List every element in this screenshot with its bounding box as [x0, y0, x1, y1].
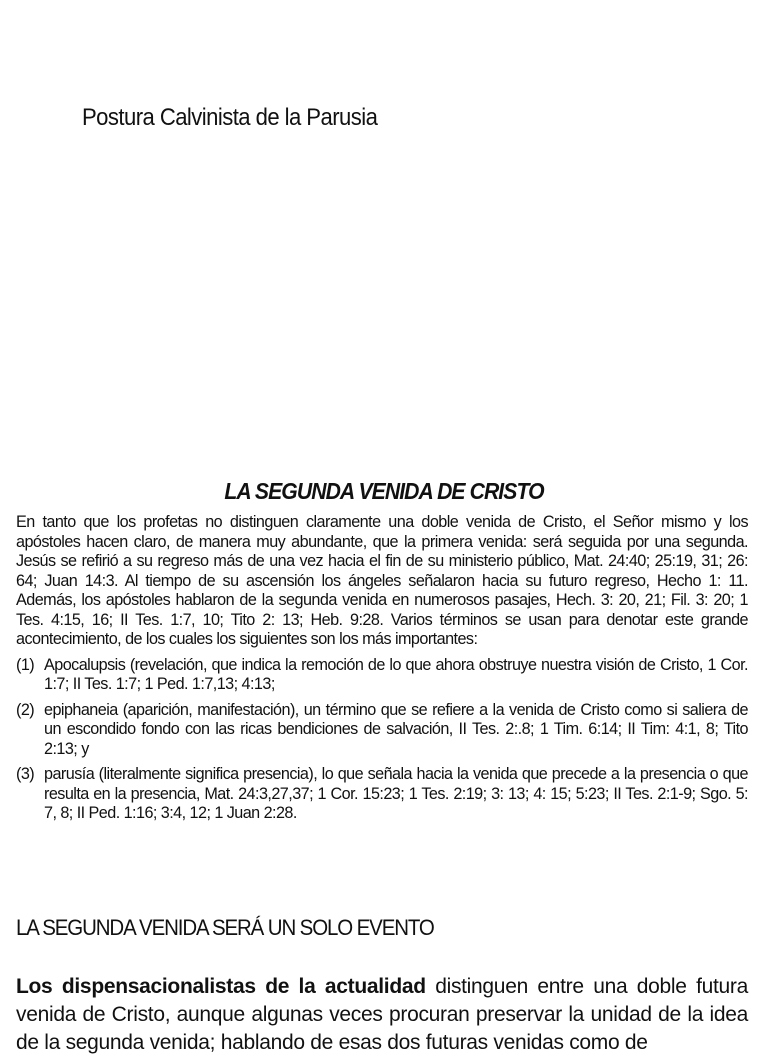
final-paragraph-text: distinguen entre una doble futura venida de Cristo, aunque algunas veces procuran preservar la unidad de la idea de la segunda venida; hablando de esas dos futuras venidas como de: [16, 975, 748, 1054]
list-item: [16, 765, 748, 824]
document-title: Postura Calvinista de la Parusia: [82, 104, 378, 131]
section-heading: LA SEGUNDA VENIDA DE CRISTO: [224, 478, 544, 504]
list-item-number: (1): [16, 655, 35, 674]
intro-paragraph: En tanto que los profetas no distinguen claramente una doble venida de Cristo, el Señor mismo y los apóstoles hacen claro, de manera muy abundante, que la primera venida: será seguida por una segunda. Jesús se refirió a su regreso más de una vez hacia el fin de su ministerio público, Mat. 24:40; 25:19, 31; 26: 64; Juan 14:3. Al tiempo de su ascensión los ángeles señalaron hacia su futuro regreso, Hecho 1: 11. Además, los apóstoles hablaron de la segunda venida en numerosos pasajes, Hech. 3: 20, 21; Fil. 3: 20; 1 Tes. 4:15, 16; II Tes. 1:7, 10; Tito 2: 13; Heb. 9:28. Varios términos se usan para denotar este grande acontecimiento, de los cuales los siguientes son los más importantes:: [16, 513, 748, 648]
final-paragraph: [16, 973, 748, 1057]
list-item-text: epiphaneia (aparición, manifestación), un término que se refiere a la venida de Cristo como si saliera de un escondido fondo con las ricas bendiciones de salvación, II Tes. 2:.8; 1 Tim. 6:14; II Tim: 4:1, 8; Tito 2:13; y: [44, 700, 748, 758]
final-paragraph-lead: Los dispensacionalistas de la actualidad: [16, 975, 426, 998]
list-item-number: (2): [16, 700, 35, 719]
subheading: LA SEGUNDA VENIDA SERÁ UN SOLO EVENTO: [16, 915, 434, 940]
list-item-text: Apocalupsis (revelación, que indica la remoción de lo que ahora obstruye nuestra visión de Cristo, 1 Cor. 1:7; II Tes. 1:7; 1 Ped. 1:7,13; 4:13;: [44, 655, 748, 693]
list-item-text: parusía (literalmente significa presencia), lo que señala hacia la venida que precede a la presencia o que resulta en la presencia, Mat. 24:3,27,37; 1 Cor. 15:23; 1 Tes. 2:19; 3: 13; 4: 15; 5:23; II Tes. 2:1-9; Sgo. 5: 7, 8; II Ped. 1:16; 3:4, 12; 1 Juan 2:28.: [44, 765, 748, 822]
list-item: [16, 656, 748, 695]
section-body: [16, 513, 748, 824]
terms-list: [16, 656, 748, 824]
list-item-number: (3): [16, 765, 35, 783]
list-item: [16, 701, 748, 760]
